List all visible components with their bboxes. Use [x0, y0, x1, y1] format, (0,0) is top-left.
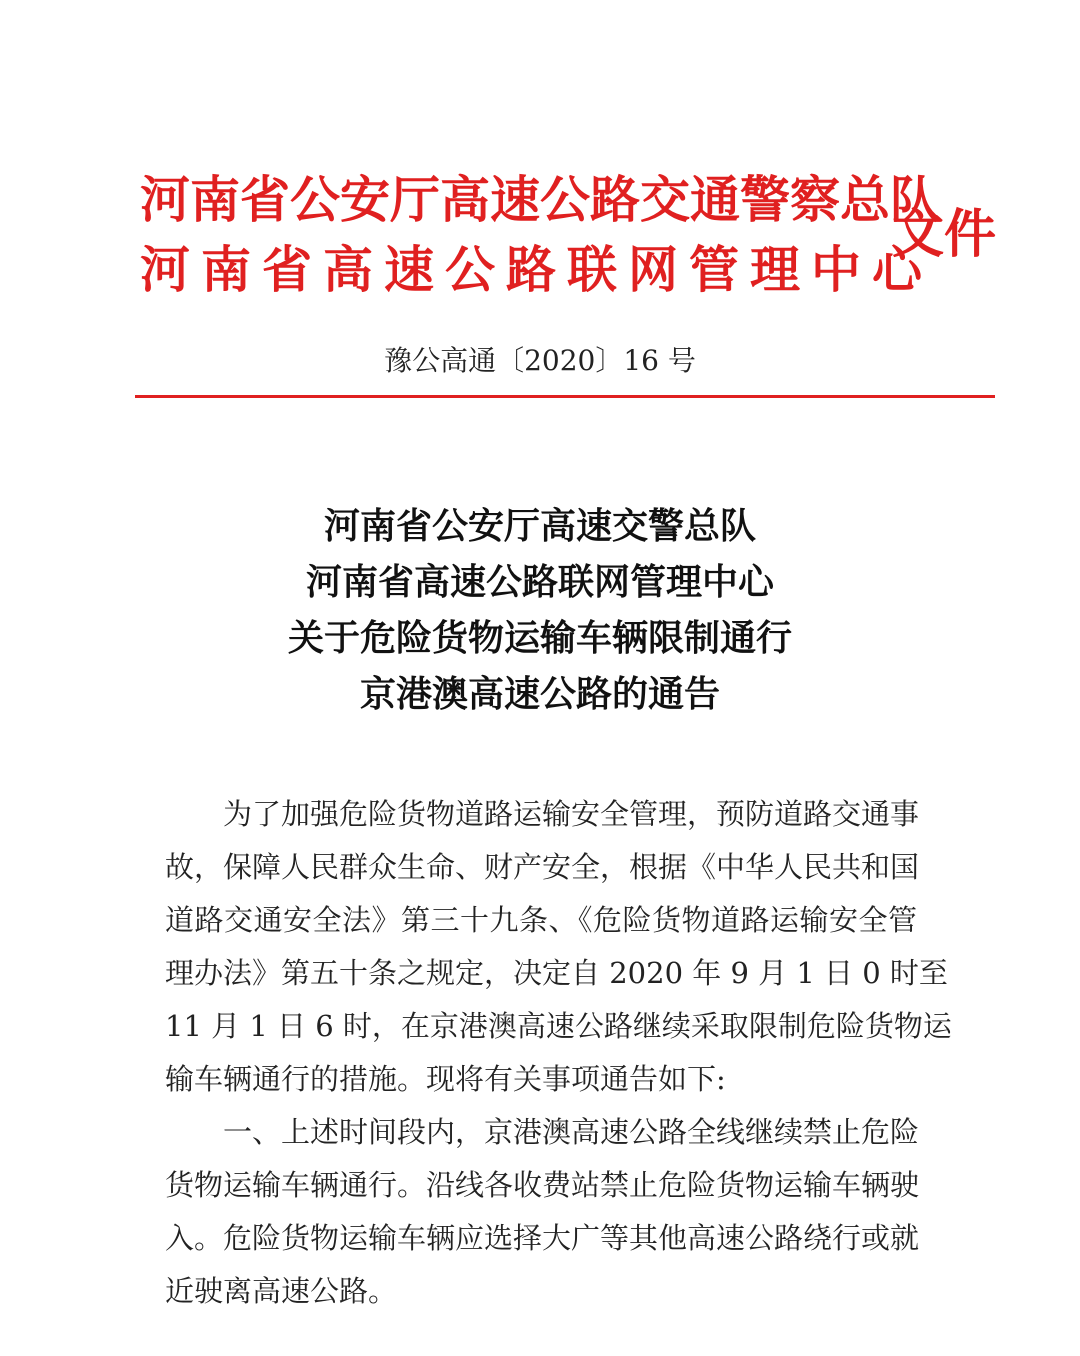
title-line: 关于危险货物运输车辆限制通行 — [287, 617, 792, 659]
document-header — [140, 160, 1020, 310]
title-line: 河南省公安厅高速交警总队 — [323, 505, 756, 547]
body-line: 一、上述时间段内，京港澳高速公路全线继续禁止危险 — [223, 1115, 920, 1149]
body-line: 为了加强危险货物道路运输安全管理，预防道路交通事 — [223, 797, 920, 831]
notice-title — [0, 498, 1080, 722]
red-divider — [135, 395, 995, 398]
title-line: 河南省高速公路联网管理中心 — [305, 561, 774, 603]
document-type-label: 文件 — [892, 204, 997, 265]
issuing-agency-1: 河南省公安厅高速公路交通警察总队 — [140, 170, 940, 229]
body-line: 理办法》第五十条之规定，决定自 2020 年 9 月 1 日 0 时至 — [165, 956, 948, 990]
title-line: 京港澳高速公路的通告 — [359, 673, 720, 715]
notice-body — [165, 788, 952, 1318]
body-line: 货物运输车辆通行。沿线各收费站禁止危险货物运输车辆驶 — [165, 1168, 920, 1202]
document-number: 豫公高通〔2020〕16 号 — [384, 344, 696, 377]
body-line: 输车辆通行的措施。现将有关事项通告如下: — [165, 1062, 726, 1096]
body-line: 故，保障人民群众生命、财产安全，根据《中华人民共和国 — [165, 850, 920, 884]
body-line: 道路交通安全法》第三十九条、《危险货物道路运输安全管 — [165, 903, 917, 937]
body-line: 近驶离高速公路。 — [165, 1274, 398, 1308]
body-line: 11 月 1 日 6 时，在京港澳高速公路继续采取限制危险货物运 — [165, 1009, 952, 1043]
issuing-agency-2: 河南省高速公路联网管理中心 — [140, 240, 933, 299]
body-line: 入。危险货物运输车辆应选择大广等其他高速公路绕行或就 — [165, 1221, 920, 1255]
